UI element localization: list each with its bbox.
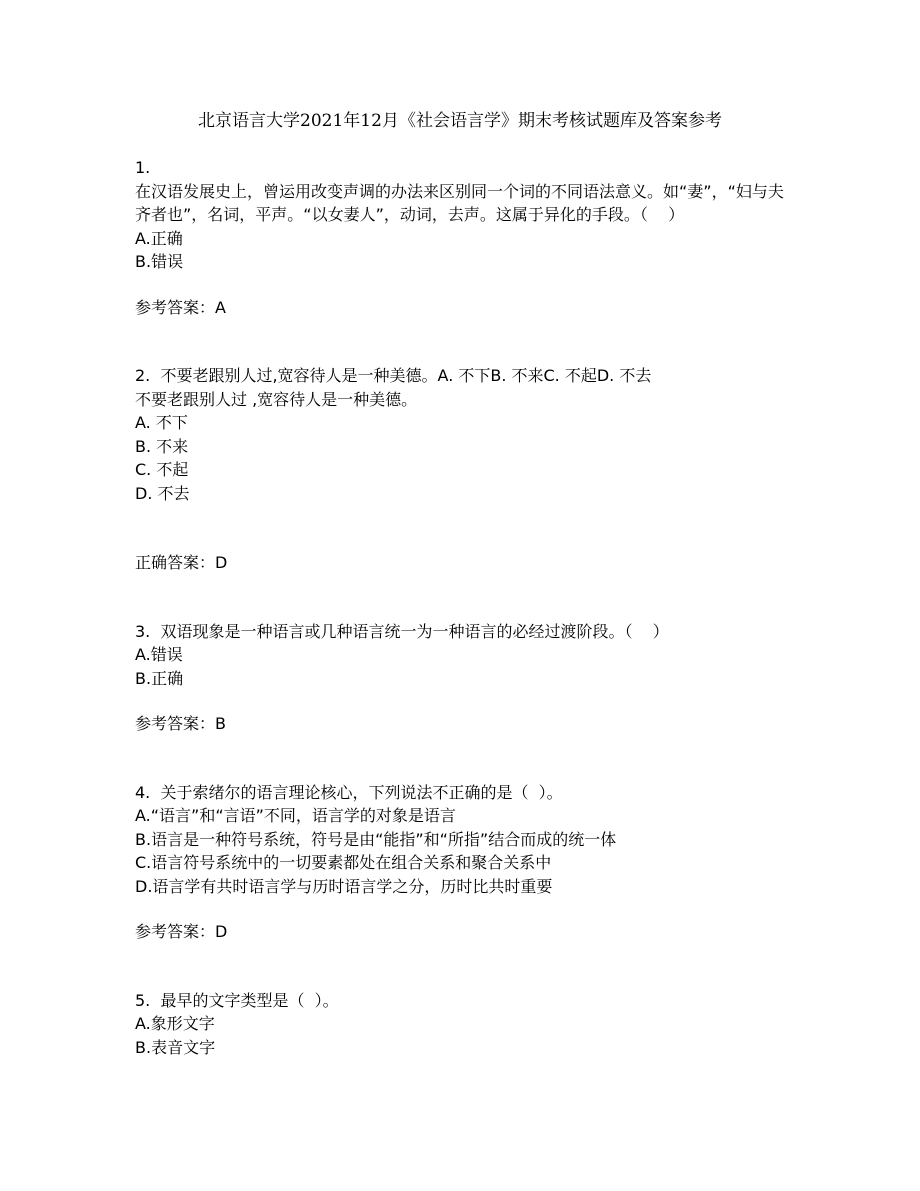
question-stem: 不要老跟别人过 ,宽容待人是一种美德。	[135, 389, 418, 409]
option-b: B.语言是一种符号系统，符号是由“能指”和“所指”结合而成的统一体	[135, 829, 617, 849]
question-heading: 3. 双语现象是一种语言或几种语言统一为一种语言的必经过渡阶段。（ ）	[135, 621, 669, 641]
option-b: B.错误	[135, 252, 184, 271]
option-a: A.错误	[135, 645, 183, 664]
question-3	[135, 620, 795, 736]
option-b: B. 不来	[135, 436, 189, 456]
question-4	[135, 781, 795, 944]
question-5	[135, 989, 795, 1060]
option-c: C. 不起	[135, 460, 189, 479]
question-list	[135, 156, 795, 1059]
option-a: A.正确	[135, 228, 183, 248]
page-title: 北京语言大学2021年12月《社会语言学》期末考核试题库及答案参考	[198, 111, 722, 131]
question-heading: 2. 不要老跟别人过,宽容待人是一种美德。A. 不下B. 不来C. 不起D. 不去	[135, 366, 652, 385]
answer-label: 参考答案：B	[135, 714, 226, 733]
option-a: A.“语言”和“言语”不同，语言学的对象是语言	[135, 806, 456, 825]
option-d: D.语言学有共时语言学与历时语言学之分，历时比共时重要	[135, 876, 553, 896]
option-c: C.语言符号系统中的一切要素都处在组合关系和聚合关系中	[135, 853, 552, 872]
answer-label: 参考答案：D	[135, 922, 228, 941]
answer-label: 正确答案：D	[135, 553, 228, 572]
option-b: B.表音文字	[135, 1037, 216, 1057]
question-2	[135, 364, 795, 575]
question-1	[135, 156, 795, 319]
option-a: A.象形文字	[135, 1014, 215, 1033]
question-number: 1.	[135, 158, 151, 177]
question-stem: 在汉语发展史上，曾运用改变声调的办法来区别同一个词的不同语法意义。如“妻”，“妇与夫齐者也”，名词，平声。“以女妻人”，动词，去声。这属于异化的手段。（ ）	[135, 181, 784, 224]
option-a: A. 不下	[135, 413, 188, 432]
question-heading: 5. 最早的文字类型是（ ）。	[135, 990, 339, 1010]
option-b: B.正确	[135, 668, 184, 688]
answer-label: 参考答案：A	[135, 297, 226, 317]
option-d: D. 不去	[135, 483, 190, 503]
question-heading: 4. 关于索绪尔的语言理论核心，下列说法不正确的是（ ）。	[135, 782, 563, 802]
